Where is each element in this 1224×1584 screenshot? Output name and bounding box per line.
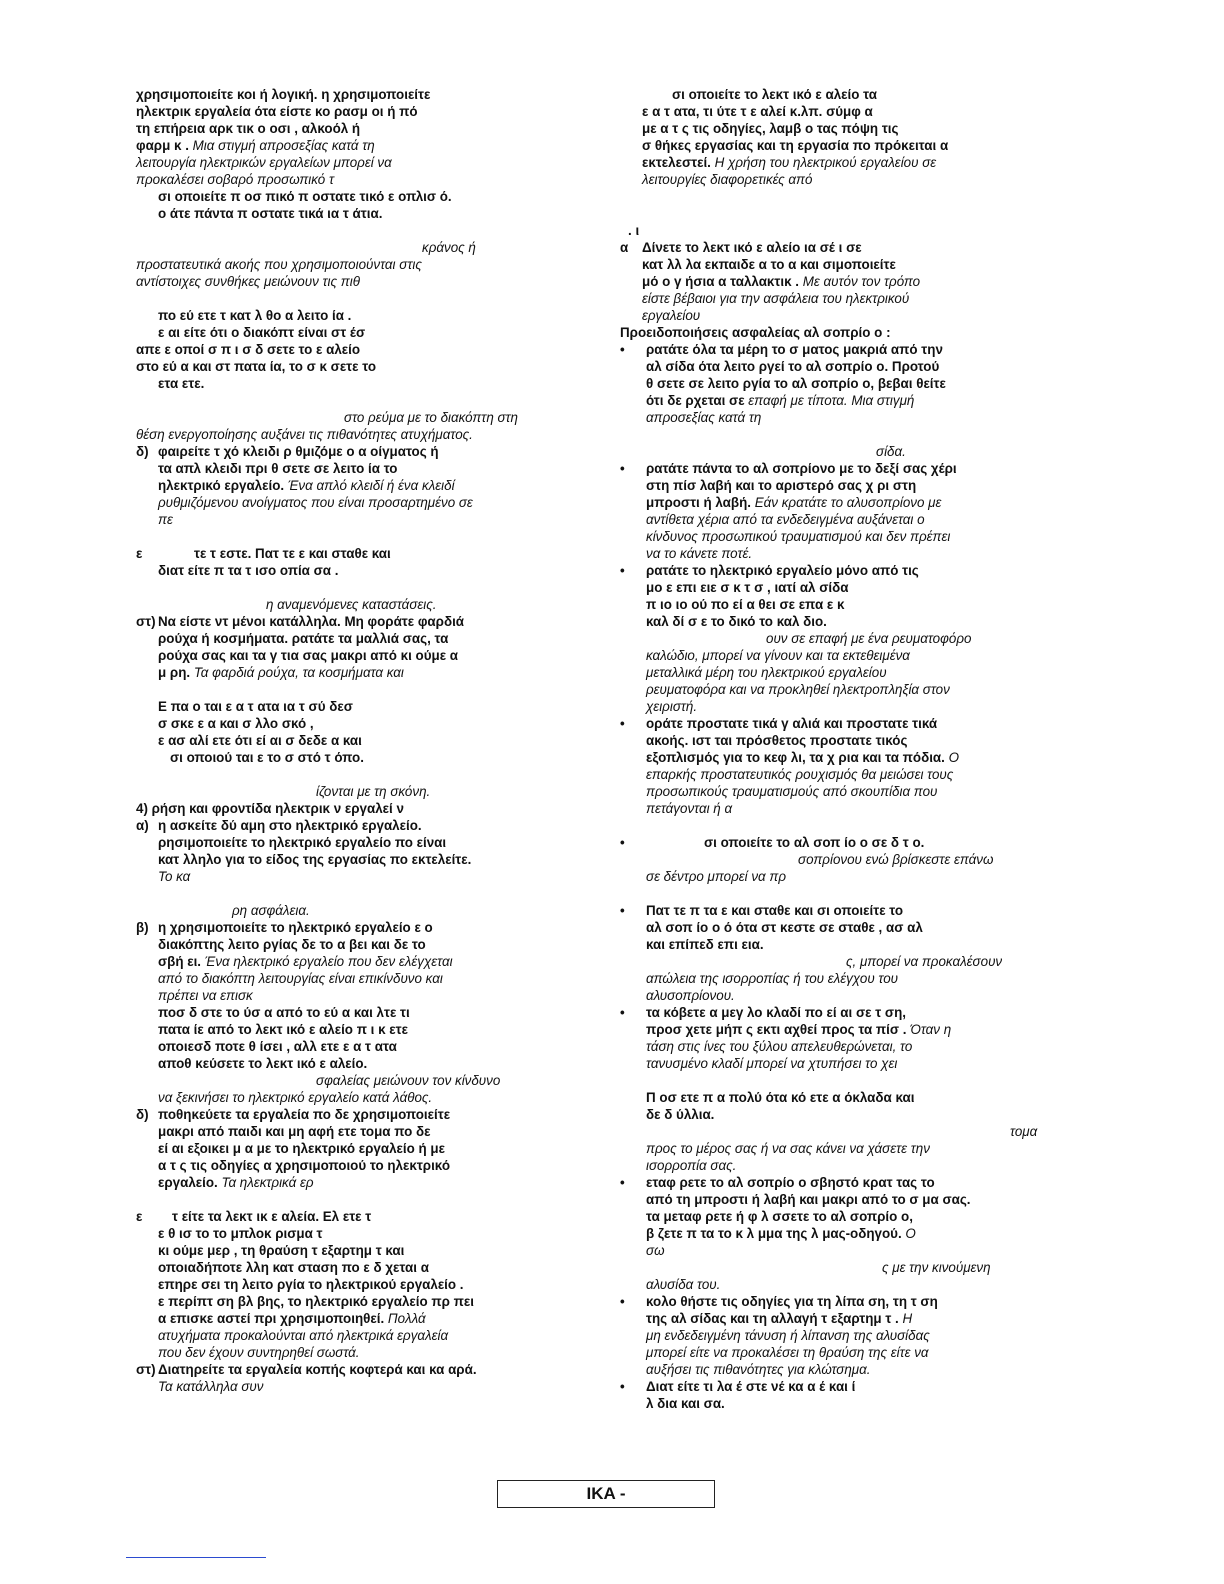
list-label: στ) xyxy=(136,614,156,629)
text-line: τη επήρεια αρκ τικ ο οσι , αλκοόλ ή xyxy=(136,121,361,136)
text-line: ποσ δ στε το ύσ α από το εύ α και λτε τι xyxy=(158,1005,410,1020)
text-line: ρευματοφόρα και να προκληθεί ηλεκτροπληξία στον xyxy=(646,682,950,697)
text-line: προστατευτικά ακοής που χρησιμοποιούνται στις xyxy=(136,257,422,272)
text-line: επαρκής προστατευτικός ρουχισμός θα μειώσει τους xyxy=(646,767,954,782)
italic-run: επαφή με τίποτα. Μια στιγμή xyxy=(748,393,915,408)
text-line: ο άτε πάντα π οστατε τικά ια τ άτια. xyxy=(158,206,383,221)
bullet-item: • κολο θήστε τις οδηγίες για τη λίπα ση, τη τ ση xyxy=(620,1294,938,1309)
text-line: εί αι εξοικει μ α με το ηλεκτρικό εργαλείο ή με xyxy=(158,1141,445,1156)
text-line: η αναμενόμενες καταστάσεις. xyxy=(266,597,437,612)
text-line: να ξεκινήσει το ηλεκτρικό εργαλείο κατά λάθος. xyxy=(158,1090,433,1105)
text-line: ε τ είτε τα λεκτ ικ ε αλεία. Ελ ετε τ xyxy=(136,1209,372,1224)
right-column xyxy=(620,86,1072,1412)
text-line: στο εύ α και στ πατα ία, το σ κ σετε το xyxy=(136,359,377,374)
text-line: από τη μπροστι ή λαβή και μακρι από το σ μα σας. xyxy=(646,1192,971,1207)
footnote-rule xyxy=(126,1557,266,1558)
text-line: πο εύ ετε τ κατ λ θο α λειτο ία . xyxy=(158,308,352,323)
section-heading: Προειδοποιήσεις ασφαλείας αλ σοπρίο ο : xyxy=(620,325,891,340)
text-line: Το κα xyxy=(158,869,191,884)
text-line: δ) φαιρείτε τ χό κλειδι ρ θμιζόμε ο α οίγματος ή xyxy=(136,444,439,459)
bullet-item: • τα κόβετε α μεγ λο κλαδί πο εί αι σε τ ση, xyxy=(620,1005,906,1020)
text-line: τανυσμένο κλαδί μπορεί να χτυπήσει το χει xyxy=(646,1056,898,1071)
text-line: λειτουργίες διαφορετικές από xyxy=(642,172,813,187)
text-line: ε αι είτε ότι ο διακόπτ είναι στ έσ xyxy=(158,325,366,340)
bold-run: εξοπλισμός για το κεφ λι, τα χ ρια και τα πόδια. xyxy=(646,750,945,765)
text-line: τα απλ κλειδι πρι θ σετε σε λειτο ία το xyxy=(158,461,398,476)
italic-run: Η xyxy=(902,1311,913,1326)
text-line: ε ασ αλί ετε ότι εί αι σ δεδε α και xyxy=(158,733,362,748)
text-line: διατ είτε π τα τ ισο οπία σα . xyxy=(158,563,339,578)
text-line: ρησιμοποιείτε το ηλεκτρικό εργαλείο πο είναι xyxy=(158,835,447,850)
text-line: επηρε σει τη λειτο ργία το ηλεκτρικού εργαλείο . xyxy=(158,1277,464,1292)
text-line: μη ενδεδειγμένη τάνυση ή λίπανση της αλυσίδας xyxy=(646,1328,930,1343)
text-line: αλ σίδα ότα λειτο ργεί το αλ σοπρίο ο. Προτού xyxy=(646,359,940,374)
text-line: τάση στις ίνες του ξύλου απελευθερώνεται, το xyxy=(646,1039,913,1054)
bullet-icon: • xyxy=(620,1005,625,1020)
text-line: ε τε τ εστε. Πατ τε ε και σταθε και xyxy=(136,546,391,561)
text-line: σφαλείας μειώνουν τον κίνδυνο xyxy=(316,1073,501,1088)
text-line: σίδα. xyxy=(876,444,906,459)
list-label: ε xyxy=(136,1209,143,1224)
text-line: ακοής. ιστ ται πρόσθετος προστατε τικός xyxy=(646,733,908,748)
text-line: ε περίπτ ση βλ βης, το ηλεκτρικό εργαλείο πρ πει xyxy=(158,1294,474,1309)
text-line: μο ε επι ειε σ κ τ σ , ιατί αλ σίδα xyxy=(646,580,849,595)
bullet-item: • Πατ τε π τα ε και σταθε και σι οποιείτε το xyxy=(620,903,904,918)
text-line: σι οποιού ται ε το σ στό τ όπο. xyxy=(170,750,364,765)
bullet-icon: • xyxy=(620,835,625,850)
bullet-icon: • xyxy=(620,461,625,476)
section-heading: . ι xyxy=(628,223,640,238)
text-line: πετάγονται ή α xyxy=(646,801,733,816)
text-line: που δεν έχουν συντηρηθεί σωστά. xyxy=(158,1345,360,1360)
text-line: κίνδυνος προσωπικού τραυματισμού και δεν πρέπει xyxy=(646,529,951,544)
text-line: στο ρεύμα με το διακόπτη στη xyxy=(344,410,518,425)
text-line: Ε πα ο ται ε α τ ατα ια τ σύ δεσ xyxy=(158,699,353,714)
bold-run: μό ο γ ήσια α ταλλακτικ . xyxy=(642,274,799,289)
text-line xyxy=(136,477,592,494)
bullet-icon: • xyxy=(620,1379,625,1394)
text-line xyxy=(620,392,1072,409)
text-line: αντίθετα χέρια από τα ενδεδειγμένα αυξάνεται ο xyxy=(646,512,925,527)
text-line: ε θ ισ το το μπλοκ ρισμα τ xyxy=(158,1226,323,1241)
text-line: π ιο ιο ού πο εί α θει σε επα ε κ xyxy=(646,597,845,612)
text-line: είστε βέβαιοι για την ασφάλεια του ηλεκτρικού xyxy=(642,291,910,306)
bold-run: προσ χετε μήπ ς εκτι αχθεί προς τα πίσ . xyxy=(646,1022,907,1037)
italic-run: Όταν η xyxy=(910,1022,952,1037)
text-line: προκαλέσει σοβαρό προσωπικό τ xyxy=(136,172,334,187)
text-line: λειτουργία ηλεκτρικών εργαλείων μπορεί να xyxy=(136,155,392,170)
text-line: σοπρίονου ενώ βρίσκεστε επάνω xyxy=(798,852,994,867)
list-label: στ) xyxy=(136,1362,156,1377)
text-line: μεταλλικά μέρη του ηλεκτρικού εργαλείου xyxy=(646,665,887,680)
bullet-icon: • xyxy=(620,1294,625,1309)
text-line: ατυχήματα προκαλούνται από ηλεκτρικά εργαλεία xyxy=(158,1328,449,1343)
text-line: θέση ενεργοποίησης αυξάνει τις πιθανότητες ατυχήματος. xyxy=(136,427,473,442)
text-line xyxy=(620,1021,1072,1038)
text-line: απε ε οποί σ π ι σ δ σετε το ε αλείο xyxy=(136,342,361,357)
text-line: θ σετε σε λειτο ργία το αλ σοπρίο ο, βεβαι θείτε xyxy=(646,376,946,391)
text-line: λ δια και σα. xyxy=(646,1396,725,1411)
text-line xyxy=(136,664,592,681)
bullet-item: • ρατάτε πάντα το αλ σοπρίονο με το δεξί σας χέρι xyxy=(620,461,957,476)
text-line: αλ σοπ ίο ο ό ότα στ κεστε σε σταθε , ασ αλ xyxy=(646,920,923,935)
text-line xyxy=(136,137,592,154)
list-label: ε xyxy=(136,546,143,561)
text-line: α) η ασκείτε δύ αμη στο ηλεκτρικό εργαλείο. xyxy=(136,818,422,833)
list-label: δ) xyxy=(136,444,149,459)
text-line xyxy=(136,1310,592,1327)
text-line xyxy=(620,1225,1072,1242)
bullet-icon: • xyxy=(620,563,625,578)
text-line: αυξήσει τις πιθανότητες για κλώτσημα. xyxy=(646,1362,871,1377)
bold-run: σβή ει. xyxy=(158,954,202,969)
text-line: ς με την κινούμενη xyxy=(882,1260,991,1275)
text-line: και επίπεδ επι εια. xyxy=(646,937,764,952)
text-line xyxy=(620,273,1072,290)
bold-run: μ ρη. xyxy=(158,665,191,680)
text-line: α Δίνετε το λεκτ ικό ε αλείο ια σέ ι σε xyxy=(620,240,862,255)
text-line: ισορροπία σας. xyxy=(646,1158,737,1173)
bullet-icon: • xyxy=(620,716,625,731)
text-line: σι οποιείτε το λεκτ ικό ε αλείο τα xyxy=(672,87,877,102)
text-line: σι οποιείτε π οσ πικό π οστατε τικό ε οπλισ ό. xyxy=(158,189,452,204)
italic-run: Με αυτόν τον τρόπο xyxy=(802,274,921,289)
bullet-item: • εταφ ρετε το αλ σοπρίο ο σβηστό κρατ τας το xyxy=(620,1175,935,1190)
text-line: ρη ασφάλεια. xyxy=(232,903,310,918)
section-heading: 4) ρήση και φροντίδα ηλεκτρικ ν εργαλεί ν xyxy=(136,801,404,816)
text-line: πε xyxy=(158,512,173,527)
text-line xyxy=(620,494,1072,511)
bold-run: ότι δε ρχεται σε xyxy=(646,393,745,408)
text-line: στη πίσ λαβή και το αριστερό σας χ ρι στη xyxy=(646,478,917,493)
text-line: κατ λλ λα εκπαιδε α το α και σιμοποιείτε xyxy=(642,257,896,272)
italic-run: Τα ηλεκτρικά ερ xyxy=(221,1175,314,1190)
text-line: Π οσ ετε π α πολύ ότα κό ετε α όκλαδα και xyxy=(646,1090,915,1105)
text-line: α τ ς τις οδηγίες α χρησιμοποιού το ηλεκτρικό xyxy=(158,1158,451,1173)
text-line: τομα xyxy=(1010,1124,1038,1139)
italic-run: Πολλά xyxy=(387,1311,426,1326)
text-line: εργαλείου xyxy=(642,308,701,323)
text-line: δε δ ύλλια. xyxy=(646,1107,715,1122)
text-line: ετα ετε. xyxy=(158,376,205,391)
text-line: σε δέντρο μπορεί να πρ xyxy=(646,869,787,884)
text-line: κράνος ή xyxy=(422,240,476,255)
text-line: κι ούμε μερ , τη θραύση τ εξαρτημ τ και xyxy=(158,1243,405,1258)
text-line: αλυσίδα του. xyxy=(646,1277,721,1292)
italic-run: Μια στιγμή απροσεξίας κατά τη xyxy=(192,138,375,153)
text-line: απροσεξίας κατά τη xyxy=(646,410,762,425)
italic-run: Εάν κρατάτε το αλυσοπρίονο με xyxy=(754,495,942,510)
italic-run: Ένα απλό κλειδί ή ένα κλειδί xyxy=(287,478,455,493)
text-line xyxy=(620,749,1072,766)
text-line: οποιαδήποτε λλη κατ σταση πο ε δ χεται α xyxy=(158,1260,429,1275)
italic-run: Ο xyxy=(905,1226,916,1241)
italic-run: Ένα ηλεκτρικό εργαλείο που δεν ελέγχεται xyxy=(204,954,453,969)
text-line: ρούχα σας και τα γ τια σας μακρι από κι ούμε α xyxy=(158,648,459,663)
text-line: προς το μέρος σας ή να σας κάνει να χάσετε την xyxy=(646,1141,930,1156)
text-line: μπορεί είτε να προκαλέσει τη θραύση της είτε να xyxy=(646,1345,929,1360)
text-line: χειριστή. xyxy=(646,699,698,714)
bold-run: φαρμ κ . xyxy=(136,138,189,153)
bold-run: της αλ σίδας και τη αλλαγή τ εξαρτημ τ . xyxy=(646,1311,899,1326)
bold-run: β ζετε π τα το κ λ μμα της λ μας-οδηγού. xyxy=(646,1226,902,1241)
text-line: σ θήκες εργασίας και τη εργασία πο πρόκειται α xyxy=(642,138,949,153)
text-line: με α τ ς τις οδηγίες, λαμβ ο τας πόψη τις xyxy=(642,121,899,136)
text-line: από το διακόπτη λειτουργίας είναι επικίνδυνο και xyxy=(158,971,443,986)
text-line: β) η χρησιμοποιείτε το ηλεκτρικό εργαλείο ε ο xyxy=(136,920,433,935)
bullet-item: • οράτε προστατε τικά γ αλιά και προστατε τικά xyxy=(620,716,938,731)
text-line xyxy=(136,953,592,970)
text-line: Τα κατάλληλα συν xyxy=(158,1379,264,1394)
italic-run: Τα φαρδιά ρούχα, τα κοσμήματα και xyxy=(193,665,404,680)
text-line: οποιεσδ ποτε θ ίσει , αλλ ετε ε α τ ατα xyxy=(158,1039,397,1054)
list-label: α xyxy=(620,240,629,255)
text-line: χρησιμοποιείτε κοι ή λογική. η χρησιμοποιείτε xyxy=(136,87,431,102)
text-line: στ) Να είστε ντ μένοι κατάλληλα. Μη φοράτε φαρδιά xyxy=(136,614,465,629)
left-column xyxy=(136,86,592,1395)
bold-run: εκτελεστεί. xyxy=(642,155,711,170)
bold-run: εργαλείο. xyxy=(158,1175,218,1190)
text-line: ρούχα ή κοσμήματα. ρατάτε τα μαλλιά σας, τα xyxy=(158,631,449,646)
bold-run: α επισκε αστεί πρι χρησιμοποιηθεί. xyxy=(158,1311,385,1326)
text-line: πατα ίε από το λεκτ ικό ε αλείο π ι κ ετε xyxy=(158,1022,408,1037)
text-line: ίζονται με τη σκόνη. xyxy=(316,784,431,799)
text-line: στ) Διατηρείτε τα εργαλεία κοπής κοφτερά και κα αρά. xyxy=(136,1362,477,1377)
text-line: διακόπτης λειτο ργίας δε το α βει και δε το xyxy=(158,937,426,952)
text-line: δ) ποθηκεύετε τα εργαλεία πο δε χρησιμοποιείτε xyxy=(136,1107,451,1122)
text-line: ηλεκτρικ εργαλεία ότα είστε κο ρασμ οι ή πό xyxy=(136,104,418,119)
text-line: απώλεια της ισορροπίας ή του ελέγχου του xyxy=(646,971,899,986)
text-line xyxy=(620,1310,1072,1327)
text-line: μακρι από παιδι και μη αφή ετε τομα πο δε xyxy=(158,1124,431,1139)
text-line xyxy=(620,154,1072,171)
italic-run: Η χρήση του ηλεκτρικού εργαλείου σε xyxy=(714,155,937,170)
text-line: αλυσοπρίονου. xyxy=(646,988,735,1003)
bullet-item: • σι οποιείτε το αλ σοπ ίο ο σε δ τ ο. xyxy=(620,835,925,850)
list-label: α) xyxy=(136,818,149,833)
text-line: ουν σε επαφή με ένα ρευματοφόρο xyxy=(766,631,972,646)
bold-run: μπροστι ή λαβή. xyxy=(646,495,751,510)
bullet-icon: • xyxy=(620,1175,625,1190)
text-line: ρυθμιζόμενου ανοίγματος που είναι προσαρτημένο σε xyxy=(158,495,473,510)
bullet-item: • Διατ είτε τι λα έ στε νέ κα α έ και ί xyxy=(620,1379,856,1394)
bullet-icon: • xyxy=(620,342,625,357)
bullet-item: • ρατάτε όλα τα μέρη το σ ματος μακριά από την xyxy=(620,342,943,357)
italic-run: Ο xyxy=(948,750,960,765)
page-label: IKA - xyxy=(586,1484,626,1503)
text-line: αντίστοιχες συνθήκες μειώνουν τις πιθ xyxy=(136,274,360,289)
bold-run: ηλεκτρικό εργαλείο. xyxy=(158,478,285,493)
text-line: κατ λληλο για το είδος της εργασίας πο εκτελείτε. xyxy=(158,852,472,867)
page-footer xyxy=(497,1480,715,1508)
text-line: να το κάνετε ποτέ. xyxy=(646,546,753,561)
list-label: δ) xyxy=(136,1107,149,1122)
text-line: ε α τ ατα, τι ύτε τ ε αλεί κ.λπ. σύμφ α xyxy=(642,104,873,119)
text-line: καλώδιο, μπορεί να γίνουν και τα εκτεθειμένα xyxy=(646,648,910,663)
bullet-item: • ρατάτε το ηλεκτρικό εργαλείο μόνο από τις xyxy=(620,563,919,578)
text-line: ς, μπορεί να προκαλέσουν xyxy=(846,954,1003,969)
list-label: β) xyxy=(136,920,149,935)
text-line: τα μεταφ ρετε ή φ λ σσετε το αλ σοπρίο ο, xyxy=(646,1209,913,1224)
text-line: αποθ κεύσετε το λεκτ ικό ε αλείο. xyxy=(158,1056,368,1071)
text-line: σω xyxy=(646,1243,665,1258)
bullet-icon: • xyxy=(620,903,625,918)
text-line: καλ δί σ ε το δικό το καλ διο. xyxy=(646,614,827,629)
text-line xyxy=(136,1174,592,1191)
text-line: προσωπικούς τραυματισμούς από σκουπίδια που xyxy=(646,784,938,799)
text-line: πρέπει να επισκ xyxy=(158,988,253,1003)
text-line: σ σκε ε α και σ λλο σκό , xyxy=(158,716,314,731)
